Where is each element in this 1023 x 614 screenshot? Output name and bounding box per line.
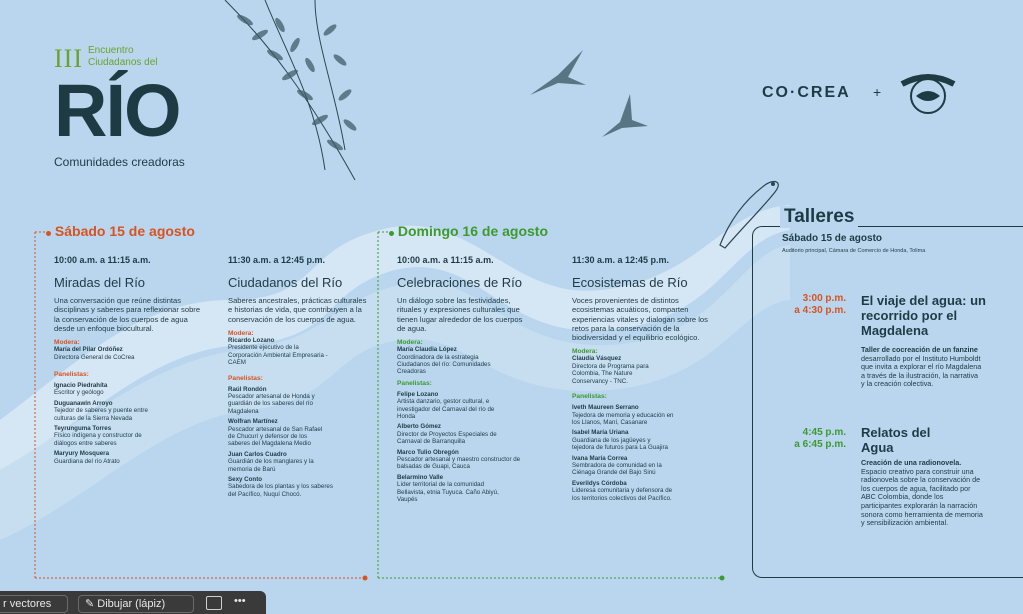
panelist-role: Guardiana de los jagüeyes y tejedora de futuros para La Guajira — [572, 436, 668, 452]
panelist-role: Tejedor de saberes y puente entre culturas de la Sierra Nevada — [54, 407, 148, 422]
session-description: Una conversación que reúne distintas disciplinas y saberes para reflexionar sobre la conservación de los cuerpos de agua desde un enfoque biocultural. — [54, 296, 201, 333]
panelist-role: Artista danzario, gestor cultural, e investigador del Carnaval del río de Honda — [397, 398, 495, 421]
panelist-name: Marco Tulio Obregón — [397, 448, 459, 456]
panelist-role: Líder territorial de la comunidad Bellavista, etnia Tuyuca. Caño Abiyú, Vaupés — [397, 481, 499, 504]
panelist-role: Guardián de los manglares y la memoria de Barú — [228, 458, 314, 473]
panelists-label: Panelistas: — [54, 371, 89, 378]
panelist — [572, 429, 672, 451]
panelist — [397, 423, 509, 445]
panelist-role: Físico indígena y constructor de diálogos entre saberes — [54, 432, 142, 447]
edition-number: III — [54, 44, 83, 73]
draw-pencil-label: Dibujar (lápiz) — [97, 598, 166, 610]
vectores-button[interactable] — [0, 595, 68, 613]
cocrea-logo: CO·CREA — [762, 84, 851, 101]
session-title: Miradas del Río — [54, 275, 146, 290]
taller-time — [780, 293, 846, 317]
talleres-place: Auditorio principal, Cámara de Comercio de Honda, Tolima — [782, 248, 926, 254]
panelist-name: Wolfran Martínez — [228, 418, 278, 426]
panelists-label: Panelistas: — [397, 379, 432, 387]
taller-title: El viaje del agua: un recorrido por el Magdalena — [861, 293, 986, 338]
moderator — [54, 346, 204, 361]
panelists-label: Panelistas: — [572, 393, 607, 401]
talleres-date: Sábado 15 de agosto — [782, 233, 883, 244]
moderator — [397, 346, 493, 376]
panelist-name: Teyrunguma Torres — [54, 425, 112, 433]
pencil-icon: ✎ — [85, 598, 95, 610]
moderator — [572, 355, 666, 385]
panelist-role: Pescador artesanal y maestro constructor de balsadas de Guapi, Cauca — [397, 456, 521, 471]
taller-description — [861, 459, 983, 528]
vectores-label: r vectores — [3, 598, 52, 610]
moderator-role: Presidente ejecutivo de la Corporación Ambiental Empresaria - CAEM — [228, 344, 328, 367]
floating-toolbar — [0, 591, 266, 614]
saturday-label: Sábado 15 de agosto — [54, 223, 195, 239]
event-name-line2: Ciudadanos del — [88, 57, 158, 68]
panelist — [228, 386, 328, 416]
session-title: Ecosistemas de Río — [572, 275, 688, 290]
rio-logo: RÍO — [54, 69, 180, 152]
panelist-role: Director de Proyectos Especiales de Carnaval de Barranquilla — [397, 430, 497, 446]
panelist-name: Isabel María Uriana — [572, 429, 629, 437]
panelist-role: Escritor y geólogo — [54, 389, 104, 397]
session-title: Celebraciones de Río — [397, 275, 523, 290]
session-ecosistemas — [572, 255, 722, 505]
moderator-label: Modera: — [54, 339, 80, 347]
moderator-role: Coordinadora de la estrategia Ciudadanos del río: Comunidades Creadoras — [397, 353, 491, 376]
taller-description-text: Espacio creativo para construir una radionovela sobre la conservación de los cuerpos de agua, facilitado por ABC Colombia, donde los participantes explorarán la narración sonora como herramienta de memoria y sensibilización ambiental. — [861, 466, 983, 528]
panelists-label: Panelistas: — [228, 374, 263, 382]
moderator-name: María Claudia López — [397, 346, 457, 354]
session-description: Saberes ancestrales, prácticas culturales e historias de vida, que contribuyen a la conservación de los cuerpos de agua. — [228, 296, 367, 324]
panelist — [54, 382, 150, 397]
panelist-name: Belarmino Valle — [397, 473, 444, 481]
moderator-label: Modera: — [397, 339, 423, 347]
panelist-role: Pescador artesanal de Honda y guardián de los saberes del río Magdalena — [228, 392, 315, 415]
panelist — [228, 476, 338, 498]
event-name-line1: Encuentro — [88, 45, 134, 56]
moderator-role: Directora de Programa para Colombia, The Nature Conservancy - TNC. — [572, 362, 649, 385]
saturday-dot — [46, 231, 51, 236]
panelist-name: Everildys Córdoba — [572, 479, 627, 487]
taller-title: Relatos del Agua — [861, 425, 931, 455]
panelist — [54, 400, 150, 422]
taller-time — [780, 427, 846, 451]
panelist-name: Ivana María Correa — [572, 454, 628, 462]
panelist-name: Felipe Lozano — [397, 390, 439, 398]
talleres-title: Talleres — [780, 206, 858, 228]
session-miradas — [54, 255, 204, 468]
panelist — [228, 418, 328, 448]
panelist — [228, 451, 328, 473]
panelist — [397, 474, 509, 504]
more-options-icon[interactable]: ••• — [234, 595, 246, 607]
moderator-name: María del Pilar Ordóñez — [54, 346, 123, 354]
panelist-name: Alberto Gómez — [397, 423, 442, 431]
moderator-role: Directora General de CoCrea — [54, 353, 135, 361]
session-celebraciones — [397, 255, 547, 507]
plus-icon: + — [873, 84, 882, 100]
panelist-name: Maryury Mosquera — [54, 450, 110, 458]
taller-end: a 6:45 p.m. — [794, 439, 846, 450]
taller-description-bold: Taller de cocreación de un fanzine — [861, 345, 978, 354]
taller-end: a 4:30 p.m. — [794, 305, 846, 316]
moderator-name: Ricardo Lozano — [228, 336, 275, 344]
panelist — [572, 455, 676, 477]
session-description: Un diálogo sobre las festividades, rituales y expresiones culturales que tienen lugar alrededor de los cuerpos de agua. — [397, 296, 523, 333]
panelist-role: Sembradora de comunidad en la Ciénaga Grande del Bajo Sinú — [572, 461, 662, 477]
panelist-name: Juan Carlos Cuadro — [228, 450, 287, 458]
panelist-name: Sexy Conto — [228, 475, 263, 483]
taller-description — [861, 346, 983, 389]
panelist-role: Sabedora de los plantas y los saberes del Pacífico, Nuquí Chocó. — [228, 483, 333, 498]
moderator-label: Modera: — [228, 329, 254, 337]
session-description: Voces provenientes de distintos ecosistemas acuáticos, comparten experiencias vitales y dialogan sobre los retos para la conservación de la biodiversidad y el equilibrio ecológico. — [572, 296, 708, 343]
panelist-role: Pescador artesanal de San Rafael de Chucurí y defensor de los saberes del Magdalena Medio — [228, 425, 323, 448]
saturday-header — [46, 223, 195, 239]
session-ciudadanos — [228, 255, 378, 501]
moderator — [228, 337, 328, 367]
taller-start: 3:00 p.m. — [802, 293, 846, 304]
panelist — [54, 450, 150, 465]
session-title: Ciudadanos del Río — [228, 275, 343, 290]
panelist-role: Lideresa comunitaria y defensora de los territorios colectivos del Pacífico. — [572, 487, 673, 502]
moderator-name: Claudia Vásquez — [572, 355, 622, 363]
panelist — [397, 449, 525, 471]
panelist — [54, 425, 150, 447]
panelist-role: Tejedora de memoria y educación en los Llanos, Maní, Casanare — [572, 411, 674, 426]
sunday-dot — [389, 231, 394, 236]
panelist — [397, 391, 509, 421]
moderator-label: Modera: — [572, 348, 598, 356]
panelist-name: Duguanawin Arroyo — [54, 399, 113, 407]
panelist-name: Raúl Rondón — [228, 385, 267, 393]
taller-description-bold: Creación de una radionovela. — [861, 458, 962, 467]
sunday-label: Domingo 16 de agosto — [397, 223, 549, 239]
session-time: 11:30 a.m. a 12:45 p.m. — [572, 255, 670, 265]
panelist — [572, 404, 682, 426]
taller-start: 4:45 p.m. — [802, 427, 846, 438]
session-time: 10:00 a.m. a 11:15 a.m. — [54, 255, 151, 265]
panelist — [572, 480, 678, 502]
event-subtitle: Comunidades creadoras — [54, 155, 185, 169]
sunday-header — [389, 223, 548, 239]
draw-pencil-button[interactable] — [78, 595, 194, 613]
panelist-role: Guardiana del río Atrato — [54, 457, 120, 465]
session-time: 11:30 a.m. a 12:45 p.m. — [228, 255, 326, 265]
taller-description-text: desarrollado por el Instituto Humboldt que invita a explorar el río Magdalena a través de la ilustración, la narrativa y la creación colectiva. — [861, 353, 982, 389]
image-icon[interactable] — [206, 596, 222, 610]
session-time: 10:00 a.m. a 11:15 a.m. — [397, 255, 494, 265]
panelist-name: Ignacio Piedrahíta — [54, 382, 108, 389]
panelist-name: Iveth Maureen Serrano — [572, 404, 639, 412]
